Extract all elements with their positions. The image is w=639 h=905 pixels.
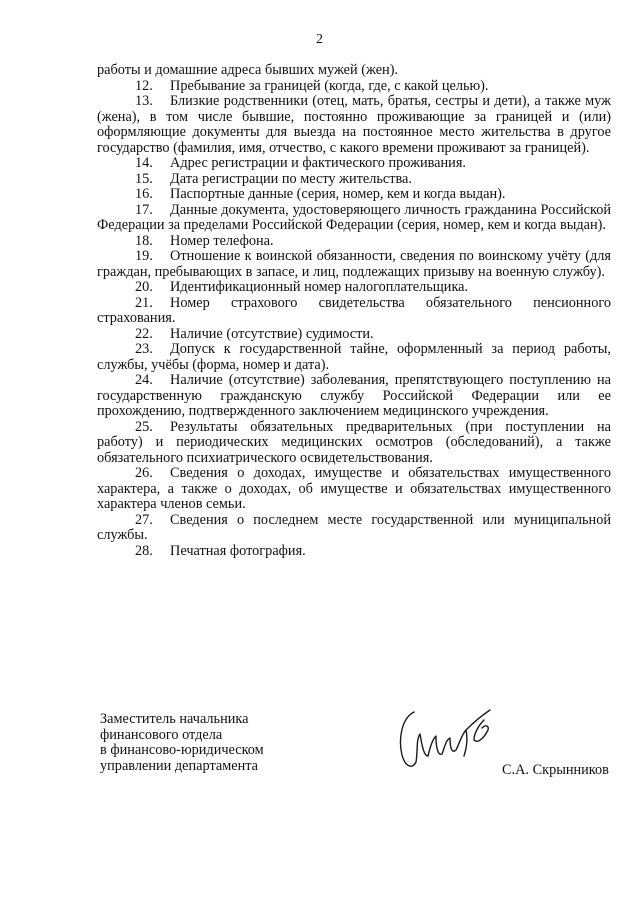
item-text: Паспортные данные (серия, номер, кем и когда выдан).	[170, 186, 506, 202]
position-line-1: Заместитель начальника	[100, 711, 249, 727]
item-number: 22.	[135, 325, 153, 342]
list-item	[97, 513, 611, 544]
item-text: Наличие (отсутствие) заболевания, препятствующего поступлению на государственную гражданскую службу Российской Федерации или ее прохождению, подтвержденного заключением медицинского учреждения.	[97, 372, 611, 419]
item-number: 24.	[135, 372, 153, 388]
item-text: Сведения о последнем месте государственной или муниципальной службы.	[97, 511, 611, 543]
item-number: 27.	[135, 511, 153, 528]
list-item	[97, 79, 611, 95]
item-text: Результаты обязательных предварительных (при поступлении на работу) и периодических медицинских осмотров (обследований), а также обязательного психиатрического освидетельствования.	[97, 418, 611, 466]
item-text: Адрес регистрации и фактического проживания.	[170, 155, 466, 171]
item-text: Номер страхового свидетельства обязательного пенсионного страхования.	[97, 294, 611, 326]
list-item	[97, 544, 611, 560]
list-item	[97, 342, 611, 373]
signature-block	[100, 712, 320, 774]
list-item	[97, 296, 611, 327]
item-number: 21.	[135, 294, 153, 311]
list-item	[97, 373, 611, 420]
intro-paragraph: работы и домашние адреса бывших мужей (жен).	[97, 62, 399, 78]
item-text: Наличие (отсутствие) судимости.	[170, 325, 374, 342]
item-number: 25.	[135, 418, 153, 435]
item-text: Допуск к государственной тайне, оформленный за период работы, службы, учёбы (форма, номер и дата).	[97, 341, 611, 373]
item-number: 19.	[135, 248, 153, 264]
position-line-3: в финансово-юридическом	[100, 742, 264, 758]
item-number: 28.	[135, 542, 153, 559]
item-text: Пребывание за границей (когда, где, с какой целью).	[170, 77, 489, 94]
item-text: Номер телефона.	[170, 232, 274, 249]
list-item	[97, 94, 611, 156]
item-number: 26.	[135, 465, 153, 481]
list-item	[97, 172, 611, 188]
item-number: 16.	[135, 186, 153, 202]
item-number: 20.	[135, 279, 153, 295]
list-item	[97, 466, 611, 513]
item-number: 12.	[135, 77, 153, 94]
item-number: 18.	[135, 232, 153, 249]
item-text: Сведения о доходах, имуществе и обязательствах имущественного характера, а также о доходах, об имуществе и обязательствах имущественного характера членов семьи.	[97, 465, 611, 512]
list-item	[97, 156, 611, 172]
item-number: 23.	[135, 341, 153, 357]
list-item	[97, 249, 611, 280]
list-item	[97, 420, 611, 467]
page-number: 2	[316, 32, 323, 47]
item-number: 17.	[135, 201, 153, 218]
list-item	[97, 234, 611, 250]
list-item	[97, 187, 611, 203]
item-number: 14.	[135, 155, 153, 171]
items-list	[97, 79, 611, 560]
list-item	[97, 203, 611, 234]
signer-name: С.А. Скрынников	[502, 762, 609, 778]
item-text: Отношение к воинской обязанности, сведения по воинскому учёту (для граждан, пребывающих в запасе, и лиц, подлежащих призыву на военную службу).	[97, 248, 611, 280]
item-text: Печатная фотография.	[170, 542, 306, 559]
handwritten-signature	[392, 700, 497, 780]
item-text: Данные документа, удостоверяющего личность гражданина Российской Федерации за пределами Российской Федерации (серия, номер, кем и когда выдан).	[97, 201, 611, 233]
item-text: Идентификационный номер налогоплательщика.	[170, 279, 469, 295]
position-line-4: управлении департамента	[100, 757, 259, 774]
list-item	[97, 327, 611, 343]
list-item	[97, 280, 611, 296]
position-line-2: финансового отдела	[100, 726, 223, 743]
document-body	[97, 63, 611, 559]
item-number: 15.	[135, 170, 153, 187]
item-number: 13.	[135, 93, 153, 109]
item-text: Дата регистрации по месту жительства.	[170, 170, 412, 187]
item-text: Близкие родственники (отец, мать, братья, сестры и дети), а также муж (жена), в том числе бывшие, постоянно проживающие за границей и (или) оформляющие документы для выезда на постоянное место жительства в другое государство (фамилия, имя, отчество, с какого времени проживают за границей).	[97, 93, 611, 156]
